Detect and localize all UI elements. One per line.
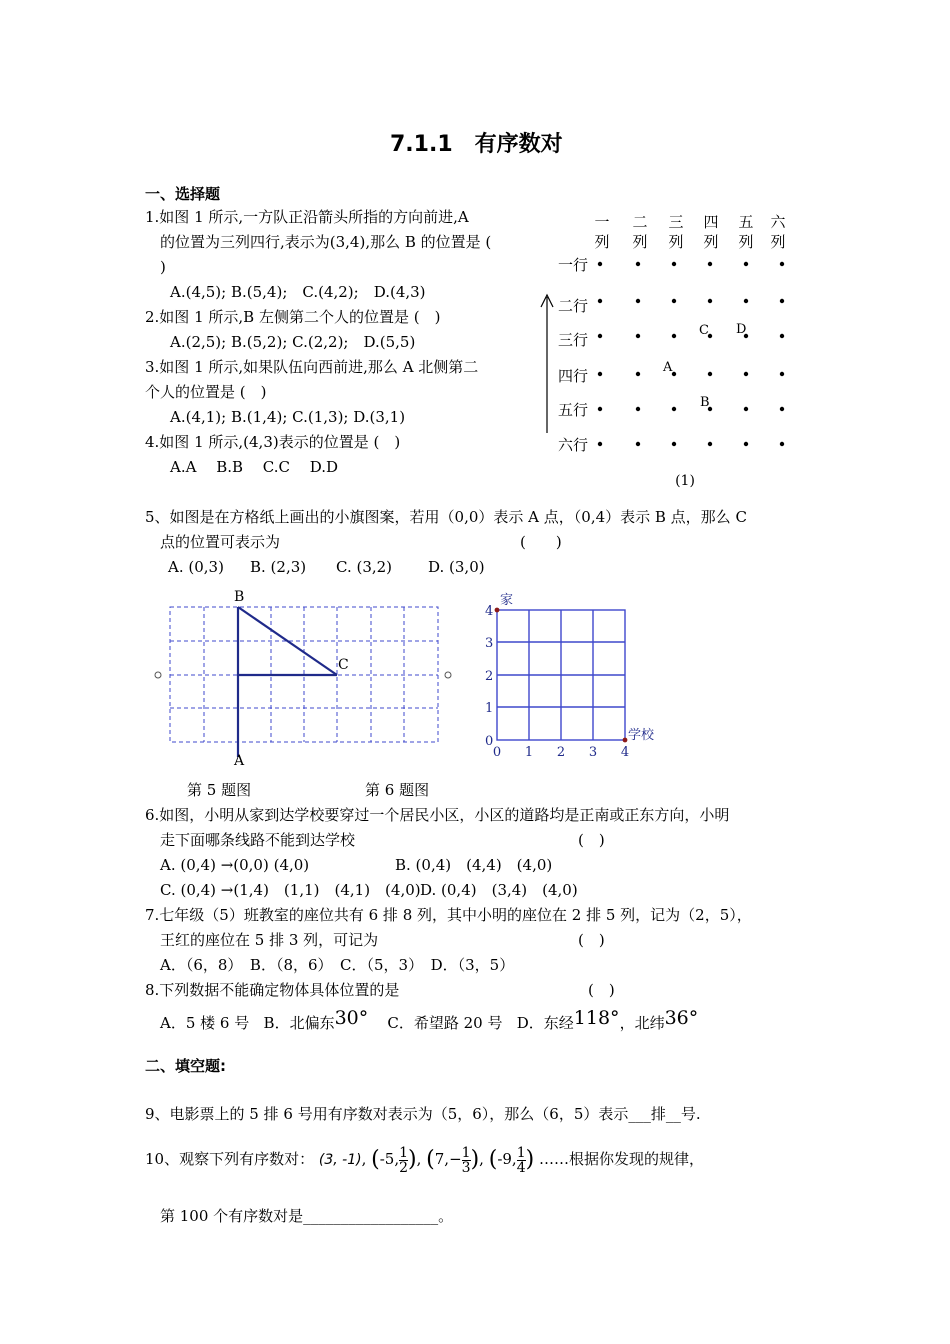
q8-degree-36: 36° <box>664 1007 699 1029</box>
page-title: 7.1.1 有序数对 <box>390 132 563 157</box>
col-suffix: 列 <box>632 233 648 251</box>
row-2-label: 二行 <box>558 297 589 315</box>
col-suffix: 列 <box>594 233 610 251</box>
q7-answer-blank: ( ) <box>578 931 605 949</box>
q3-line1: 3.如图 1 所示,如果队伍向西前进,那么 A 北侧第二 <box>145 358 479 376</box>
q8-option-d: D．东经 <box>516 1014 574 1032</box>
figure-5-caption: 第 5 题图 <box>187 781 252 799</box>
col-1-label: 一 <box>594 213 610 231</box>
q8-option-a: A．5 楼 6 号 <box>160 1014 250 1032</box>
point-a-label: A <box>234 753 245 765</box>
q5-line2: 点的位置可表示为 <box>160 533 281 551</box>
q6-option-d: D. (0,4) (3,4) (4,0) <box>420 881 578 899</box>
row-3-label: 三行 <box>558 331 589 349</box>
q1-line1: 1.如图 1 所示,一方队正沿箭头所指的方向前进,A <box>145 208 469 226</box>
figure-6-caption: 第 6 题图 <box>365 781 430 799</box>
q5-option-c: C. (3,2) <box>336 558 393 576</box>
col-suffix: 列 <box>703 233 719 251</box>
school-label: 学校 <box>628 728 655 743</box>
q8-line1: 8.下列数据不能确定物体具体位置的是 <box>145 981 400 999</box>
q6-line2: 走下面哪条线路不能到达学校 <box>160 831 356 849</box>
x-tick-4: 4 <box>620 745 630 760</box>
figure-6-route-grid <box>475 590 675 765</box>
q4-line1: 4.如图 1 所示,(4,3)表示的位置是 ( ) <box>145 433 401 451</box>
q7-line2: 王红的座位在 5 排 3 列，可记为 <box>160 931 379 949</box>
point-a-label: A <box>663 360 673 375</box>
q6-option-a: A. (0,4) →(0,0) (4,0) <box>160 856 310 874</box>
x-tick-0: 0 <box>492 745 502 760</box>
point-d-label: D <box>736 322 747 337</box>
col-suffix: 列 <box>738 233 754 251</box>
q8-answer-blank: ( ) <box>588 981 615 999</box>
col-5-label: 五 <box>738 213 754 231</box>
y-tick-1: 1 <box>485 701 494 716</box>
grid-handle-left <box>155 672 161 678</box>
q3-options: A.(4,1); B.(1,4); C.(1,3); D.(3,1) <box>170 408 406 426</box>
q5-option-b: B. (2,3) <box>250 558 307 576</box>
point-b-label: B <box>700 395 710 410</box>
point-b-label: B <box>234 589 245 605</box>
row-1-label: 一行 <box>558 256 589 274</box>
figure-1-formation <box>540 205 810 500</box>
q8-degree-30: 30° <box>334 1007 369 1029</box>
y-tick-4: 4 <box>485 604 494 619</box>
q4-options: A.A B.B C.C D.D <box>170 458 339 476</box>
point-c-label: C <box>699 323 709 338</box>
q10-pair-2: (-5, $\frac{1}{2}$ ) <box>371 1144 417 1176</box>
q8-option-b: B．北偏东 <box>263 1014 335 1032</box>
q8-degree-118: 118° <box>573 1007 620 1029</box>
grid-handle-right <box>445 672 451 678</box>
row-4-label: 四行 <box>558 367 589 385</box>
q8-north-latitude: ，北纬 <box>619 1014 665 1032</box>
q7-line1: 7.七年级（5）班教室的座位共有 6 排 8 列，其中小明的座位在 2 排 5 列，记为（2，5）， <box>145 906 752 924</box>
flag-shape <box>238 607 337 757</box>
q8-option-c: C．希望路 20 号 <box>387 1014 503 1032</box>
q10-suffix: ……根据你发现的规律， <box>539 1150 705 1168</box>
x-tick-2: 2 <box>556 745 566 760</box>
row-5-label: 五行 <box>558 401 589 419</box>
q10-prefix: 10、观察下列有序数对： <box>145 1150 315 1168</box>
y-tick-0: 0 <box>485 734 494 749</box>
q6-line1: 6.如图，小明从家到达学校要穿过一个居民小区，小区的道路均是正南或正东方向，小明 <box>145 806 730 824</box>
col-suffix: 列 <box>668 233 684 251</box>
q6-option-b: B. (0,4) (4,4) (4,0) <box>395 856 553 874</box>
q7-options: A．（6，8） B．（8，6） C．（5，3） D．（3，5） <box>160 956 515 974</box>
section-heading-fill: 二、填空题: <box>145 1057 226 1075</box>
q10-line2: 第 100 个有序数对是__________________。 <box>160 1207 454 1225</box>
q5-line1: 5、如图是在方格纸上画出的小旗图案，若用（0,0）表示 A 点，（0,4）表示 B 点，那么 C <box>145 508 747 526</box>
figure-5-flag-grid <box>150 585 460 765</box>
x-tick-1: 1 <box>524 745 534 760</box>
q10-line1: 10、观察下列有序数对： (3, -1), (-5, $\frac{1}{2}$ ), (7,− $\frac{1}{3}$ ), (-9, $\frac{1}{4}$ ) ……根据你发现的规律， <box>145 1144 705 1176</box>
col-suffix: 列 <box>770 233 786 251</box>
y-tick-2: 2 <box>485 669 494 684</box>
section-heading-choice: 一、选择题 <box>145 185 221 203</box>
x-tick-3: 3 <box>588 745 598 760</box>
y-tick-3: 3 <box>485 636 494 651</box>
q2-line1: 2.如图 1 所示,B 左侧第二个人的位置是 ( ) <box>145 308 441 326</box>
q3-line2: 个人的位置是 ( ) <box>145 383 267 401</box>
formation-dots <box>598 262 784 446</box>
route-grid-lines <box>497 610 625 740</box>
col-4-label: 四 <box>703 213 719 231</box>
col-3-label: 三 <box>668 213 684 231</box>
q5-option-d: D. (3,0) <box>428 558 485 576</box>
q6-option-c: C. (0,4) →(1,4) (1,1) (4,1) (4,0) <box>160 881 421 899</box>
point-c-label: C <box>338 657 349 673</box>
q1-line3: ) <box>160 258 166 276</box>
q5-option-a: A. (0,3) <box>168 558 224 576</box>
q9-text: 9、电影票上的 5 排 6 号用有序数对表示为（5，6），那么（6，5）表示___排__号. <box>145 1105 701 1123</box>
col-2-label: 二 <box>632 213 648 231</box>
q10-pair-4: (-9, $\frac{1}{4}$ ) <box>488 1144 535 1176</box>
q2-options: A.(2,5); B.(5,2); C.(2,2); D.(5,5) <box>170 333 416 351</box>
home-label: 家 <box>500 593 514 608</box>
q1-options: A.(4,5); B.(5,4); C.(4,2); D.(4,3) <box>170 283 426 301</box>
school-point <box>623 738 628 743</box>
q5-answer-blank: ( ) <box>520 533 562 551</box>
figure-1-caption: (1) <box>675 473 695 489</box>
q8-options <box>160 1007 699 1033</box>
q1-line2: 的位置为三列四行,表示为(3,4),那么 B 的位置是 ( <box>160 233 492 251</box>
q6-answer-blank: ( ) <box>578 831 605 849</box>
row-6-label: 六行 <box>558 436 589 454</box>
col-6-label: 六 <box>770 213 786 231</box>
q10-pair-1: (3, -1) <box>318 1152 362 1168</box>
home-point <box>495 608 500 613</box>
q10-pair-3: (7,− $\frac{1}{3}$ ) <box>426 1144 480 1176</box>
